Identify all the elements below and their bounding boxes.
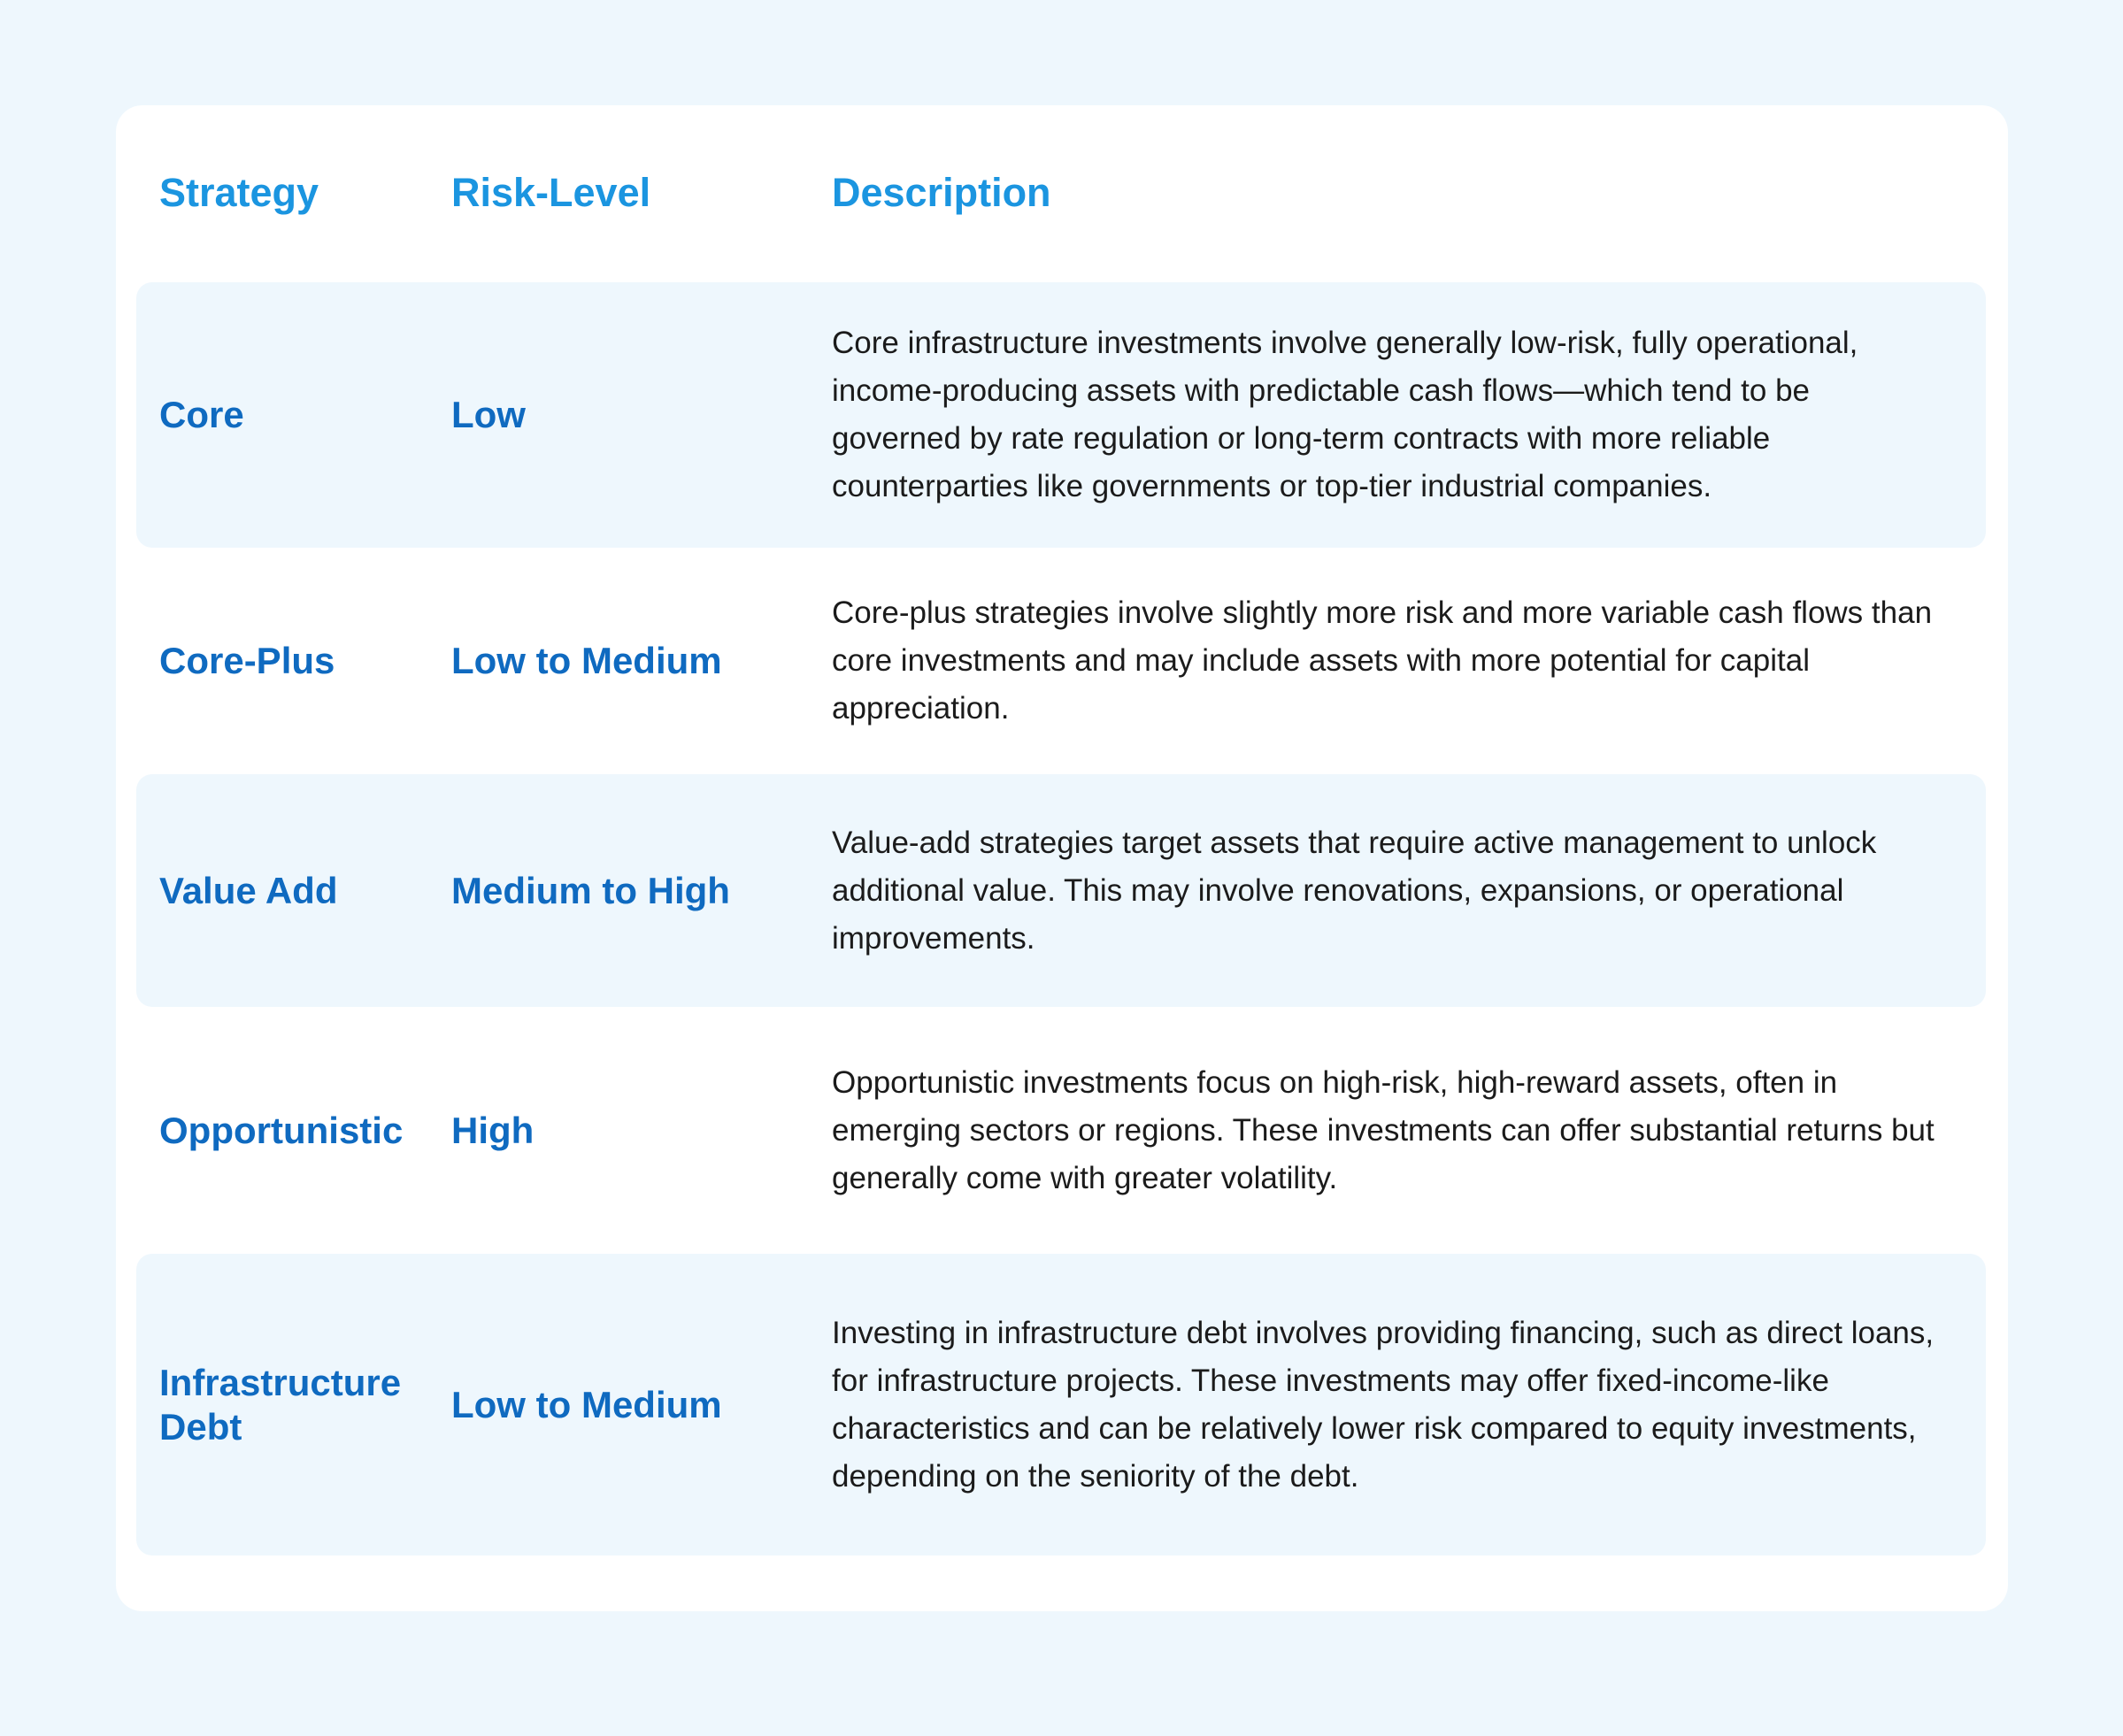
table-row-opportunistic: [136, 1007, 1986, 1254]
risk-level-cell: Low to Medium: [451, 640, 722, 681]
description-cell: Opportunistic investments focus on high-risk, high-reward assets, often in emerging sectors or regions. These investments can offer substantial returns but generally come with greater volatility.: [832, 1064, 1935, 1195]
table-row-core: [136, 282, 1986, 548]
table-row-value-add: [136, 774, 1986, 1007]
strategy-cell: Value Add: [159, 869, 338, 911]
table-row-infrastructure-debt: [136, 1254, 1986, 1555]
table-header-row: [116, 105, 2008, 282]
risk-level-cell: Low: [451, 394, 526, 435]
header-description: Description: [832, 170, 1051, 215]
strategy-cell: Core: [159, 394, 244, 435]
strategy-cell: Opportunistic: [159, 1109, 404, 1151]
header-risk-level: Risk-Level: [451, 170, 651, 215]
description-cell: Value-add strategies target assets that require active management to unlock additional value. This may involve renovations, expansions, or operational improvements.: [832, 825, 1877, 956]
risk-level-cell: Low to Medium: [451, 1383, 722, 1425]
strategy-cell: Infrastructure Debt: [159, 1361, 402, 1448]
description-cell: Investing in infrastructure debt involves providing financing, such as direct loans, for infrastructure projects. These investments may offer fixed-income-like characteristics and can be relatively lower risk compared to equity investments, depending on the seniority of the debt.: [832, 1315, 1935, 1494]
strategy-table-card: [116, 105, 2008, 1611]
header-strategy: Strategy: [159, 170, 319, 215]
strategy-cell: Core-Plus: [159, 640, 335, 681]
risk-level-cell: Medium to High: [451, 869, 730, 911]
risk-level-cell: High: [451, 1109, 535, 1151]
table-row-core-plus: [136, 548, 1986, 774]
description-cell: Core-plus strategies involve slightly more risk and more variable cash flows than core investments and may include assets with more potential for capital appreciation.: [832, 595, 1933, 726]
description-cell: Core infrastructure investments involve generally low-risk, fully operational, income-producing assets with predictable cash flows—which tend to be governed by rate regulation or long-term contracts with more reliable counterparties like governments or top-tier industrial companies.: [832, 326, 1858, 503]
